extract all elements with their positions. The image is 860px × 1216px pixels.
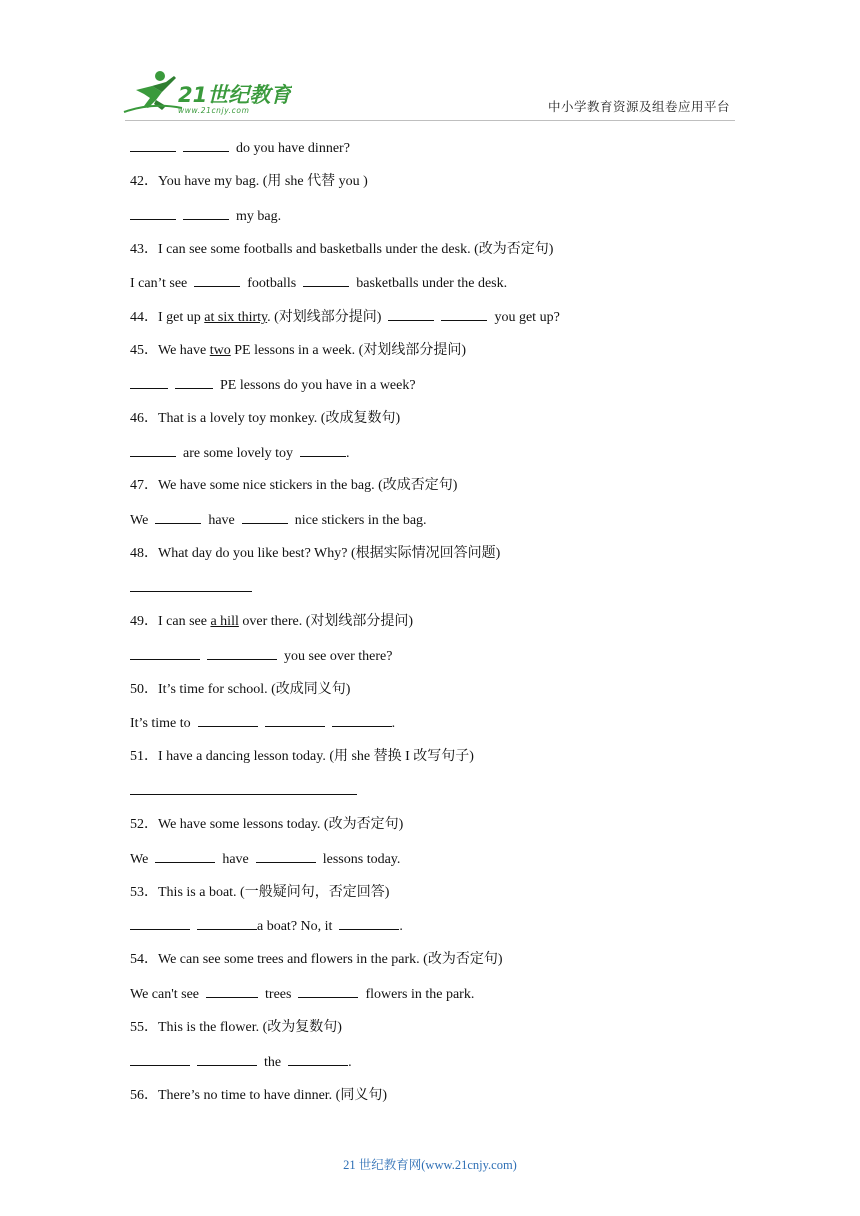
answer-blank[interactable]: [265, 714, 325, 727]
line-text: 50．It’s time for school. (改成同义句): [130, 681, 351, 697]
line-text: flowers in the park.: [358, 987, 475, 1003]
line-text: over there. (对划线部分提问): [238, 613, 414, 629]
exercise-line: [130, 207, 740, 241]
line-text: I can’t see: [130, 276, 195, 292]
exercise-line: [130, 884, 740, 918]
exercise-line: [130, 444, 740, 478]
line-text: .: [391, 716, 396, 732]
line-text: [190, 1055, 197, 1070]
answer-blank[interactable]: [130, 376, 168, 389]
answer-blank[interactable]: [194, 274, 240, 287]
page-header: [0, 0, 860, 130]
line-text: 43．I can see some footballs and basketballs under the desk. (改为否定句): [130, 241, 554, 257]
exercise-line: [130, 782, 740, 816]
answer-blank[interactable]: [242, 511, 288, 524]
answer-blank[interactable]: [130, 1053, 190, 1066]
answer-blank[interactable]: [339, 917, 399, 930]
line-text: have: [201, 513, 242, 529]
line-text: a boat? No, it: [257, 919, 340, 935]
underlined-phrase: two: [209, 343, 231, 359]
line-text: 55．This is the flower. (改为复数句): [130, 1019, 342, 1035]
answer-blank[interactable]: [288, 1053, 348, 1066]
line-text: [258, 716, 265, 731]
exercise-line: [130, 410, 740, 444]
platform-name: 中小学教育资源及组卷应用平台: [547, 100, 730, 114]
answer-blank[interactable]: [175, 376, 213, 389]
exercise-line: [130, 274, 740, 308]
line-text: 46．That is a lovely toy monkey. (改成复数句): [130, 410, 401, 426]
exercise-line: [130, 681, 740, 715]
exercise-line: [130, 342, 740, 376]
exercise-list: [130, 139, 740, 1120]
header-divider: [125, 120, 735, 121]
answer-blank[interactable]: [155, 511, 201, 524]
answer-blank[interactable]: [206, 985, 258, 998]
line-text: [168, 378, 175, 393]
answer-blank[interactable]: [130, 207, 176, 220]
exercise-line: [130, 951, 740, 985]
line-text: 53．This is a boat. (一般疑问句，否定回答): [130, 884, 390, 900]
underlined-phrase: at six thirty: [204, 310, 268, 326]
line-text: have: [215, 851, 256, 867]
exercise-line: [130, 241, 740, 275]
answer-blank[interactable]: [130, 782, 357, 795]
line-text: 56．There’s no time to have dinner. (同义句): [130, 1087, 387, 1103]
line-text: are some lovely toy: [176, 445, 301, 461]
exercise-line: [130, 714, 740, 748]
exercise-line: [130, 917, 740, 951]
exercise-line: [130, 376, 740, 410]
line-text: 49．I can see: [130, 613, 211, 629]
answer-blank[interactable]: [303, 274, 349, 287]
answer-blank[interactable]: [256, 850, 316, 863]
exercise-line: [130, 613, 740, 647]
logo-url-text: www.21cnjy.com: [178, 106, 250, 115]
line-text: .: [399, 919, 403, 935]
answer-blank[interactable]: [155, 850, 215, 863]
underlined-phrase: a hill: [210, 613, 239, 629]
exercise-line: [130, 545, 740, 579]
exercise-line: [130, 579, 740, 613]
answer-blank[interactable]: [332, 714, 392, 727]
answer-blank[interactable]: [130, 444, 176, 457]
line-text: . (对划线部分提问): [267, 310, 389, 326]
answer-blank[interactable]: [298, 985, 358, 998]
line-text: We: [130, 513, 156, 529]
line-text: 48．What day do you like best? Why? (根据实际情况回答问题): [130, 546, 501, 562]
exercise-line: [130, 1053, 740, 1087]
line-text: It’s time to: [130, 716, 198, 732]
answer-blank[interactable]: [388, 308, 434, 321]
logo: [122, 68, 292, 118]
line-text: you get up?: [487, 310, 560, 326]
answer-blank[interactable]: [197, 917, 257, 930]
line-text: footballs: [240, 276, 304, 292]
exercise-line: [130, 816, 740, 850]
line-text: 44．I get up: [130, 310, 205, 326]
line-text: [200, 649, 207, 664]
line-text: you see over there?: [277, 648, 393, 664]
exercise-line: [130, 308, 740, 342]
line-text: 52．We have some lessons today. (改为否定句): [130, 816, 404, 832]
line-text: 45．We have: [130, 343, 210, 359]
line-text: [434, 310, 441, 325]
line-text: PE lessons in a week. (对划线部分提问): [230, 343, 466, 359]
line-text: lessons today.: [315, 851, 401, 867]
answer-blank[interactable]: [183, 139, 229, 152]
answer-blank[interactable]: [183, 207, 229, 220]
answer-blank[interactable]: [130, 139, 176, 152]
exercise-line: [130, 647, 740, 681]
exercise-line: [130, 1019, 740, 1053]
answer-blank[interactable]: [130, 917, 190, 930]
exercise-line: [130, 139, 740, 173]
answer-blank[interactable]: [441, 308, 487, 321]
line-text: 42．You have my bag. (用 she 代替 you ): [130, 173, 368, 189]
logo-brand-text: 21世纪教育: [178, 83, 292, 107]
answer-blank[interactable]: [130, 647, 200, 660]
answer-blank[interactable]: [300, 444, 346, 457]
exercise-line: [130, 173, 740, 207]
exercise-line: [130, 748, 740, 782]
answer-blank[interactable]: [207, 647, 277, 660]
line-text: trees: [258, 987, 299, 1003]
line-text: We: [130, 851, 156, 867]
runner-logo-icon: [122, 68, 292, 118]
page-footer: 21 世纪教育网(www.21cnjy.com): [343, 1158, 517, 1172]
line-text: .: [348, 1054, 352, 1070]
line-text: [176, 141, 183, 156]
exercise-line: [130, 511, 740, 545]
line-text: [176, 209, 183, 224]
exercise-line: [130, 477, 740, 511]
answer-blank[interactable]: [130, 579, 252, 592]
line-text: nice stickers in the bag.: [287, 513, 427, 529]
answer-blank[interactable]: [197, 1053, 257, 1066]
exercise-line: [130, 985, 740, 1019]
line-text: PE lessons do you have in a week?: [213, 377, 416, 393]
line-text: basketballs under the desk.: [349, 276, 508, 292]
exercise-line: [130, 850, 740, 884]
line-text: do you have dinner?: [229, 141, 350, 156]
answer-blank[interactable]: [198, 714, 258, 727]
line-text: 51．I have a dancing lesson today. (用 she 替换 I 改写句子): [130, 749, 474, 765]
line-text: the: [257, 1054, 289, 1070]
line-text: [325, 716, 332, 731]
line-text: 47．We have some nice stickers in the bag. (改成否定句): [130, 478, 458, 494]
line-text: 54．We can see some trees and flowers in the park. (改为否定句): [130, 952, 503, 968]
line-text: .: [346, 445, 350, 461]
line-text: my bag.: [229, 208, 282, 224]
line-text: [190, 919, 197, 934]
exercise-line: [130, 1087, 740, 1121]
line-text: We can't see: [130, 987, 207, 1003]
